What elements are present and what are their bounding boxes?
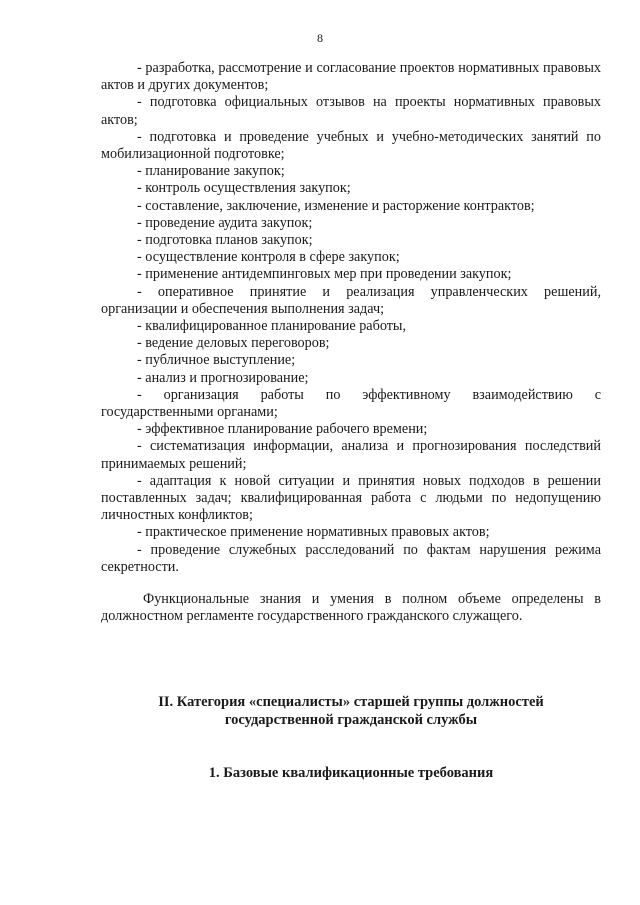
list-item: - анализ и прогнозирование; [137,369,309,386]
list-item: - эффективное планирование рабочего времени; [137,421,428,438]
list-item: - систематизация информации, анализа и прогнозирования последствий принимаемых решений; [101,438,601,472]
list-item: - планирование закупок; [137,163,285,180]
list-item: - подготовка официальных отзывов на проекты нормативных правовых актов; [101,94,601,128]
section-heading [101,693,601,729]
list-item: - составление, заключение, изменение и расторжение контрактов; [137,197,535,214]
list-item: - проведение аудита закупок; [137,214,313,231]
closing-paragraph: Функциональные знания и умения в полном объеме определены в должностном регламенте государственного гражданского служащего. [101,591,601,625]
list-item: - подготовка планов закупок; [137,232,313,249]
list-item: - осуществление контроля в сфере закупок; [137,249,400,266]
list-item: - подготовка и проведение учебных и учебно-методических занятий по мобилизационной подготовке; [101,128,601,163]
document-body [101,60,601,626]
list-item: - проведение служебных расследований по фактам нарушения режима секретности. [101,541,601,575]
list-item: - практическое применение нормативных правовых актов; [137,524,490,541]
competency-list [101,60,601,576]
list-item: - применение антидемпинговых мер при проведении закупок; [137,266,512,283]
list-item: - адаптация к новой ситуации и принятия новых подходов в решении поставленных задач; квалифицированная работа с людьми по недопущению личностных конфликтов; [101,472,601,524]
subsection-heading: 1. Базовые квалификационные требования [208,765,494,781]
list-item: - квалифицированное планирование работы, [137,318,407,335]
list-item: - публичное выступление; [137,352,296,369]
page-number: 8 [317,31,323,45]
list-item: - оперативное принятие и реализация управленческих решений, организации и обеспечения выполнения задач; [101,283,601,317]
list-item: - организация работы по эффективному взаимодействию с государственными органами; [101,386,601,421]
list-item: - разработка, рассмотрение и согласование проектов нормативных правовых актов и других документов; [101,60,601,94]
section-heading-line-2: государственной гражданской службы [224,712,478,728]
list-item: - ведение деловых переговоров; [137,335,330,352]
section-heading-line-1: II. Категория «специалисты» старшей группы должностей [158,694,544,710]
list-item: - контроль осуществления закупок; [137,180,351,197]
